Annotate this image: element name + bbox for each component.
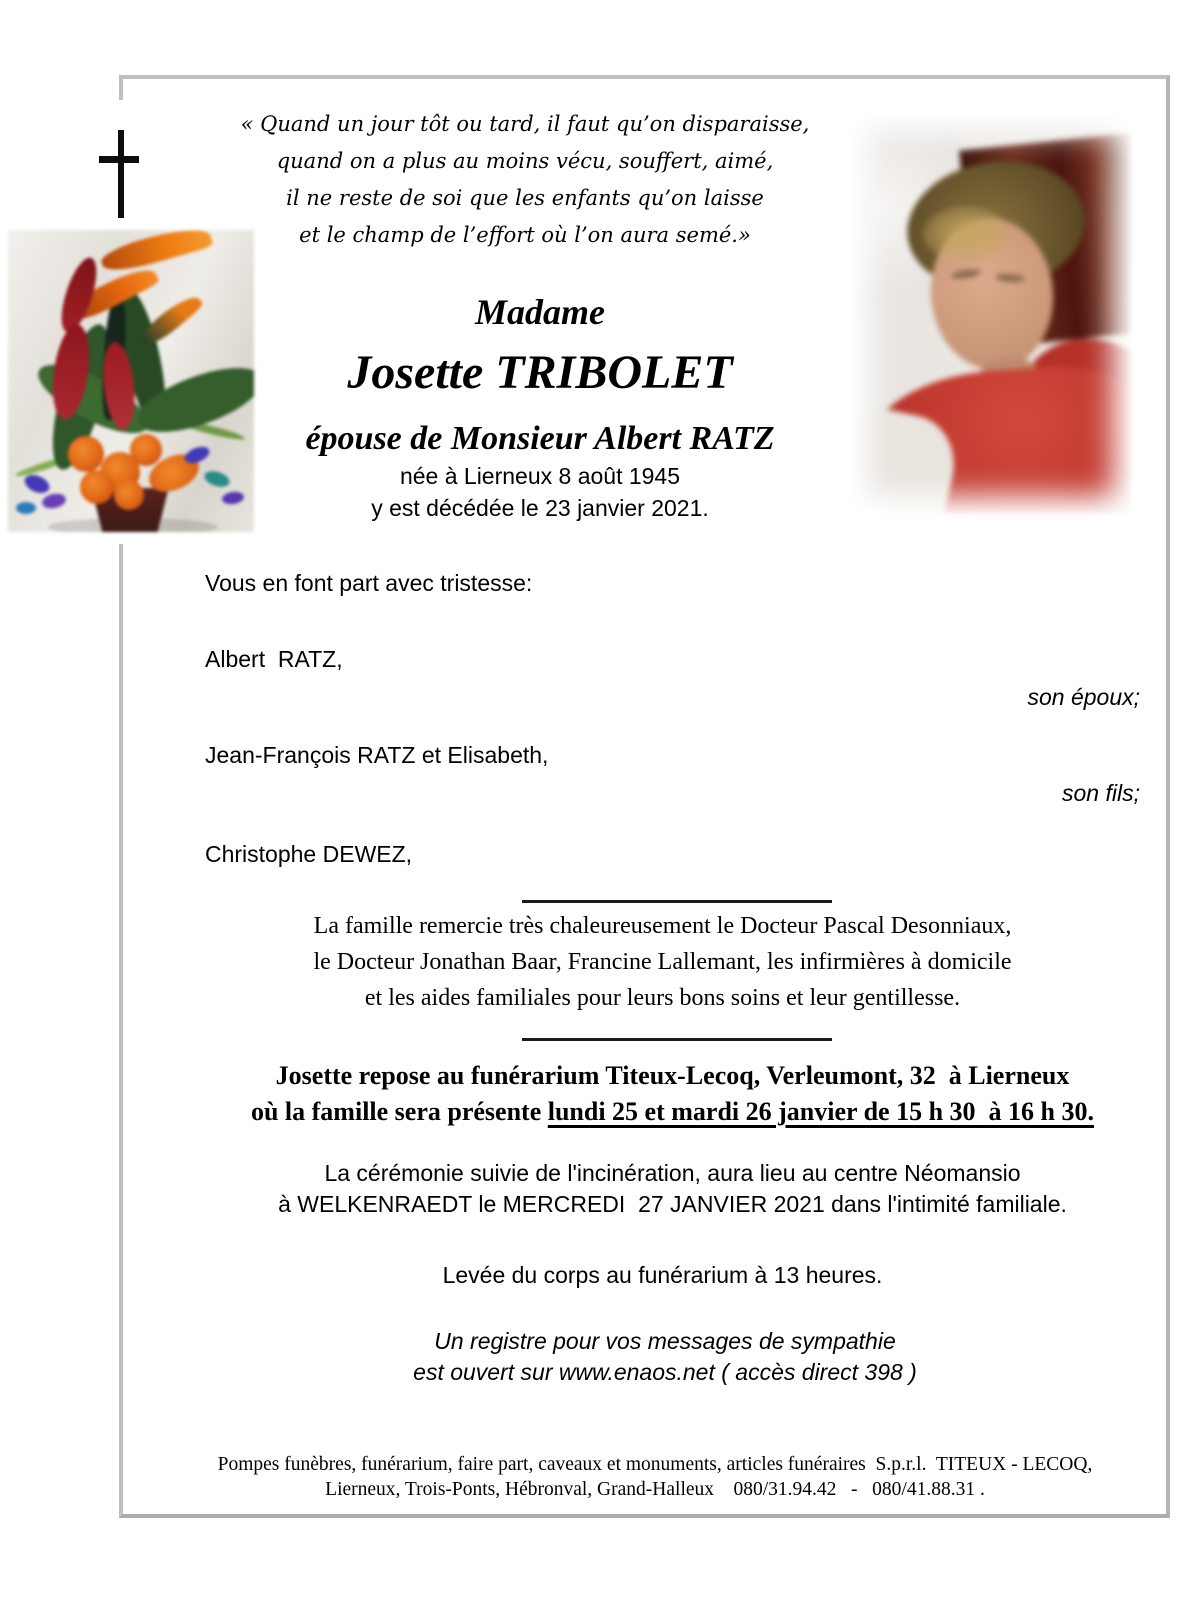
blue-orchid xyxy=(16,502,36,514)
repose-line xyxy=(180,1094,1165,1130)
register-line: Un registre pour vos messages de sympathie xyxy=(434,1328,896,1354)
relative-name: Christophe DEWEZ, xyxy=(205,841,413,867)
blue-orchid xyxy=(22,471,52,496)
orange-rose xyxy=(130,434,162,466)
orange-rose xyxy=(114,480,144,510)
quote-line: « Quand un jour tôt ou tard, il faut qu’on disparaisse, xyxy=(240,112,810,136)
register-line: est ouvert sur www.enaos.net ( accès direct 398 ) xyxy=(413,1359,917,1385)
levee-notice: Levée du corps au funérarium à 13 heures. xyxy=(442,1262,883,1288)
orange-rose xyxy=(68,436,104,472)
birth-line: née à Lierneux 8 août 1945 xyxy=(399,463,681,489)
death-line: y est décédée le 23 janvier 2021. xyxy=(371,495,709,521)
quote-line: et le champ de l’effort où l’on aura semé.» xyxy=(299,223,751,247)
cross-vertical-bar xyxy=(118,130,124,218)
relative-name: Jean-François RATZ et Elisabeth, xyxy=(205,742,549,768)
announcement-intro: Vous en font part avec tristesse: xyxy=(205,570,533,596)
opening-quote xyxy=(160,106,890,254)
quote-line: il ne reste de soi que les enfants qu’on laisse xyxy=(286,186,764,210)
ceremony-notice xyxy=(205,1158,1140,1220)
section-divider xyxy=(522,900,832,903)
relative-relation: son fils; xyxy=(1062,780,1140,806)
section-divider xyxy=(522,1038,832,1041)
ceremony-line: La cérémonie suivie de l'incinération, aura lieu au centre Néomansio xyxy=(324,1160,1021,1186)
title-madame: Madame xyxy=(475,292,605,332)
repose-visiting-hours: lundi 25 et mardi 26 janvier de 15 h 30 à 16 h 30. xyxy=(547,1097,1095,1126)
footer-line: Pompes funèbres, funérarium, faire part, caveaux et monuments, articles funéraires S.p.r.l. TITEUX - LECOQ, xyxy=(217,1454,1093,1475)
orange-rose xyxy=(80,470,114,504)
cross-horizontal-bar xyxy=(99,156,139,163)
spouse-line: épouse de Monsieur Albert RATZ xyxy=(305,420,775,457)
repose-presence-prefix: où la famille sera présente xyxy=(250,1097,548,1126)
quote-line: quand on a plus au moins vécu, souffert, aimé, xyxy=(276,149,774,173)
thanks-paragraph xyxy=(200,908,1125,1016)
relative-relation: son époux; xyxy=(1027,684,1140,710)
footer-line: Lierneux, Trois-Ponts, Hébronval, Grand-Halleux 080/31.94.42 - 080/41.88.31 . xyxy=(325,1479,985,1500)
register-notice xyxy=(205,1326,1125,1388)
blue-orchid xyxy=(41,492,67,511)
deceased-name: Josette TRIBOLET xyxy=(347,346,733,399)
thanks-line: le Docteur Jonathan Baar, Francine Lallemant, les infirmières à domicile xyxy=(313,949,1012,975)
relative-name: Albert RATZ, xyxy=(205,646,343,672)
thanks-line: La famille remercie très chaleureusement le Docteur Pascal Desonniaux, xyxy=(313,913,1012,939)
cross-icon xyxy=(96,126,144,222)
repose-line: Josette repose au funérarium Titeux-Lecoq, Verleumont, 32 à Lierneux xyxy=(275,1061,1070,1090)
thanks-line: et les aides familiales pour leurs bons soins et leur gentillesse. xyxy=(364,985,961,1011)
repose-notice xyxy=(180,1058,1165,1130)
funeral-home-footer xyxy=(150,1452,1160,1502)
ceremony-line: à WELKENRAEDT le MERCREDI 27 JANVIER 2021 dans l'intimité familiale. xyxy=(278,1191,1067,1217)
